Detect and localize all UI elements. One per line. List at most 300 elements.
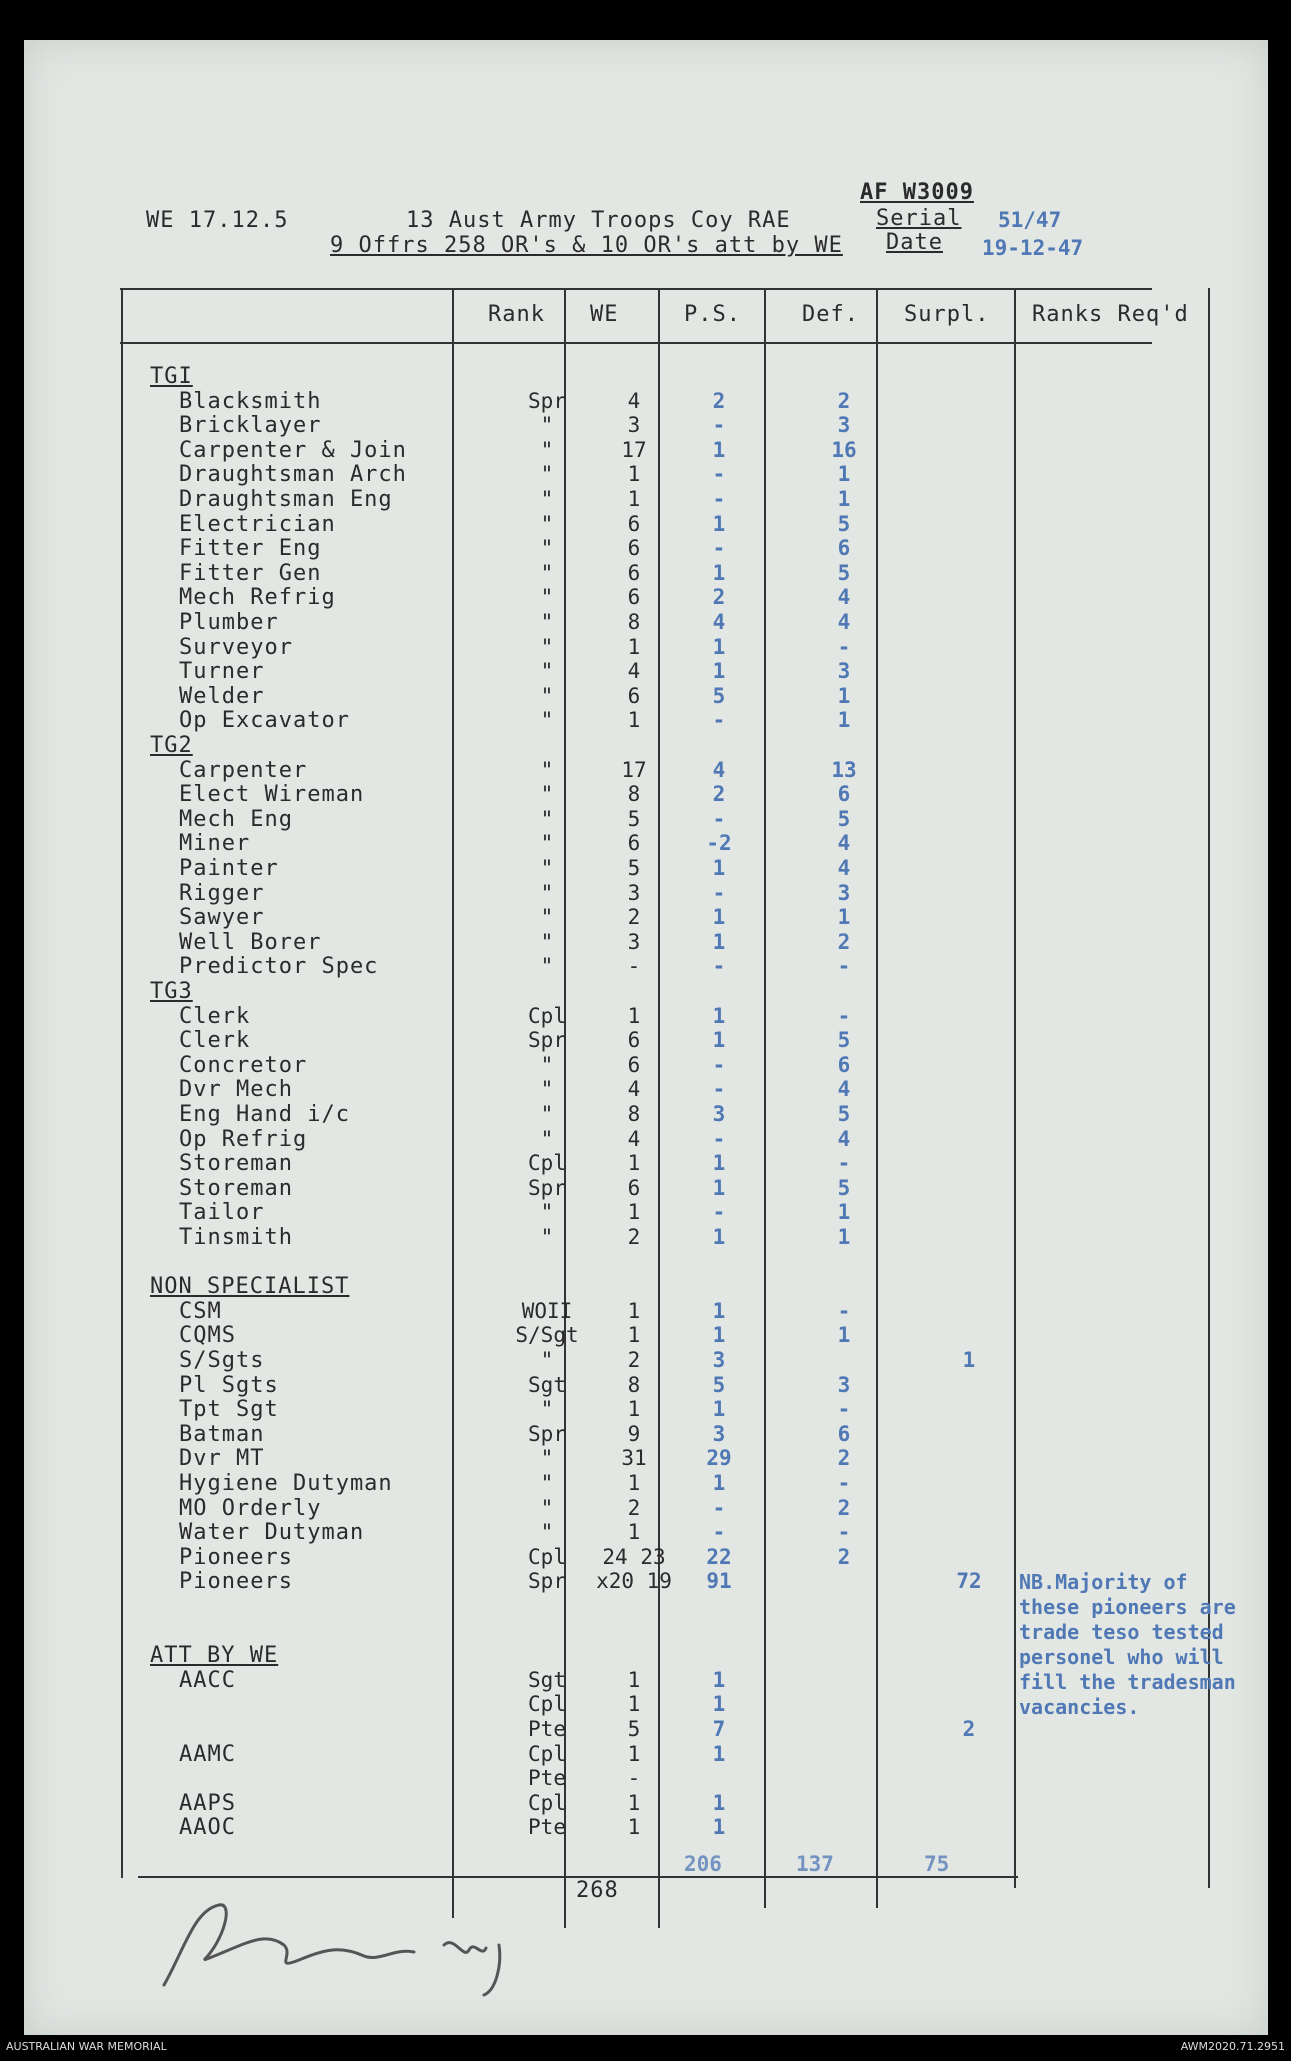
table-row [24,1102,1268,1127]
def-cell: - [837,1520,851,1544]
we-cell: 2 [627,1496,641,1520]
trade-label: Concretor [179,1053,308,1078]
col-header-ranks-reqd: Ranks Req'd [1032,302,1189,327]
table-row [24,512,1268,537]
we-cell: 6 [627,831,641,855]
def-cell: 5 [837,1028,851,1052]
we-cell: 6 [627,1176,641,1200]
rank-cell: " [540,1446,554,1470]
we-cell: 4 [627,659,641,683]
rank-cell: S/Sgt [515,1323,579,1347]
trade-label: Mech Refrig [179,585,336,610]
table-row [24,413,1268,438]
ps-cell: 7 [712,1717,726,1741]
ps-cell: 1 [712,1176,726,1200]
table-row [24,585,1268,610]
def-cell: 5 [837,512,851,536]
section-row [24,733,1268,758]
rank-cell: " [540,1102,554,1126]
trade-label: Clerk [179,1004,251,1029]
ps-cell: 1 [712,1742,726,1766]
ps-cell: - [712,1077,726,1101]
def-cell: 1 [837,1200,851,1224]
trade-label: Bricklayer [179,413,322,438]
def-cell: 1 [837,708,851,732]
ps-cell: - [712,487,726,511]
we-cell: - [627,954,641,978]
table-row [24,635,1268,660]
ps-cell: 22 [706,1545,732,1569]
ps-cell: 3 [712,1102,726,1126]
ps-cell: 1 [712,561,726,585]
surpl-cell: 2 [962,1717,976,1741]
rank-cell: Spr [528,1176,566,1200]
def-cell: 4 [837,1077,851,1101]
col-header-rank: Rank [488,302,545,327]
date-value: 19-12-47 [982,236,1084,260]
def-cell: 3 [837,1373,851,1397]
trade-label: CQMS [179,1323,236,1348]
table-row [24,438,1268,463]
table-row [24,1299,1268,1324]
we-cell: 1 [627,635,641,659]
def-cell: 2 [837,389,851,413]
table-row [24,1717,1268,1742]
we-cell: 31 [621,1446,647,1470]
we-cell: 2 [627,905,641,929]
def-cell: 5 [837,1176,851,1200]
we-cell: 1 [627,1692,641,1716]
we-cell: 9 [627,1422,641,1446]
trade-label: MO Orderly [179,1496,322,1521]
trade-label: Mech Eng [179,807,293,832]
ps-cell: -2 [706,831,732,855]
trade-label: Well Borer [179,930,322,955]
we-cell: 1 [627,1791,641,1815]
rank-cell: WOII [521,1299,573,1323]
def-cell: 4 [837,856,851,880]
ps-cell: - [712,708,726,732]
we-cell: 4 [627,1077,641,1101]
section-row [24,1274,1268,1299]
table-row [24,1766,1268,1791]
we-cell: 1 [627,1668,641,1692]
we-cell: 3 [627,413,641,437]
def-cell: 5 [837,1102,851,1126]
rank-cell: " [540,1077,554,1101]
we-cell: 6 [627,585,641,609]
we-cell: 2 [627,1225,641,1249]
ps-cell: 29 [706,1446,732,1470]
table-row [24,1077,1268,1102]
table-row [24,1028,1268,1053]
def-cell: 1 [837,684,851,708]
trade-label: CSM [179,1299,222,1324]
rank-cell: Spr [528,1028,566,1052]
def-cell: - [837,1397,851,1421]
ps-cell: 1 [712,1225,726,1249]
table-row [24,831,1268,856]
ps-cell: 1 [712,1004,726,1028]
table-row [24,1471,1268,1496]
table-row [24,954,1268,979]
trade-label: Predictor Spec [179,954,379,979]
trade-label: Painter [179,856,279,881]
trade-label: TG2 [150,733,193,758]
ps-cell: 4 [712,758,726,782]
rank-cell: Cpl [528,1004,566,1028]
ps-cell: 1 [712,930,726,954]
table-row [24,389,1268,414]
table-top-border [120,288,1152,290]
def-cell: 1 [837,905,851,929]
ps-cell: 1 [712,512,726,536]
rank-cell: " [540,905,554,929]
trade-label: Batman [179,1422,265,1447]
rank-cell: " [540,1397,554,1421]
we-cell: 8 [627,782,641,806]
ps-cell: 1 [712,1028,726,1052]
ps-cell: 1 [712,1397,726,1421]
table-row [24,807,1268,832]
trade-label: S/Sgts [179,1348,265,1373]
ps-cell: 1 [712,438,726,462]
rank-cell: " [540,684,554,708]
ps-cell: - [712,1200,726,1224]
rank-cell: " [540,1471,554,1495]
trade-label: TG3 [150,979,193,1004]
table-row [24,1791,1268,1816]
trade-label: AACC [179,1668,236,1693]
rank-cell: " [540,758,554,782]
table-row [24,1496,1268,1521]
ps-cell: - [712,1053,726,1077]
trade-label: Carpenter & Join [179,438,407,463]
table-row [24,1446,1268,1471]
table-row [24,1815,1268,1840]
rank-cell: " [540,1053,554,1077]
def-cell: 4 [837,1127,851,1151]
trade-label: Storeman [179,1151,293,1176]
signature [124,1890,544,2000]
trade-label: AAMC [179,1742,236,1767]
trade-label: Op Refrig [179,1127,308,1152]
col-header-surpl: Surpl. [904,302,990,327]
trade-label: Pioneers [179,1569,293,1594]
rank-cell: " [540,807,554,831]
we-cell: 1 [627,1520,641,1544]
trade-label: Rigger [179,881,265,906]
table-row [24,782,1268,807]
header-bottom-border [120,342,1152,344]
ps-cell: 3 [712,1422,726,1446]
def-cell: - [837,1004,851,1028]
table-row [24,1200,1268,1225]
rank-cell: Sgt [528,1373,566,1397]
table-row [24,1151,1268,1176]
col-header-we: WE [590,302,619,327]
footer-left: AUSTRALIAN WAR MEMORIAL [6,2040,167,2053]
table-row [24,1004,1268,1029]
ps-cell: 1 [712,1815,726,1839]
table-row [24,462,1268,487]
ps-cell: 1 [712,1471,726,1495]
def-cell: 6 [837,536,851,560]
table-row [24,1422,1268,1447]
def-cell: 3 [837,413,851,437]
trade-label: Water Dutyman [179,1520,365,1545]
def-cell: 6 [837,1053,851,1077]
table-row [24,881,1268,906]
ps-cell: 1 [712,1692,726,1716]
trade-label: Welder [179,684,265,709]
ps-cell: - [712,536,726,560]
table-row [24,856,1268,881]
table-row [24,1348,1268,1373]
def-cell: 1 [837,1323,851,1347]
trade-label: Dvr MT [179,1446,265,1471]
rank-cell: Pte [528,1766,566,1790]
def-cell: 1 [837,487,851,511]
we-cell: 1 [627,708,641,732]
def-cell: - [837,1299,851,1323]
def-cell: 2 [837,1496,851,1520]
trade-label: ATT BY WE [150,1643,279,1668]
table-row [24,1250,1268,1275]
rank-cell: Cpl [528,1742,566,1766]
trade-label: AAPS [179,1791,236,1816]
rank-cell: " [540,610,554,634]
ps-cell: 2 [712,585,726,609]
def-cell: 3 [837,659,851,683]
we-cell: 1 [627,1299,641,1323]
trade-label: Surveyor [179,635,293,660]
trade-label: Draughtsman Arch [179,462,407,487]
document-page [24,40,1268,2035]
ps-cell: - [712,954,726,978]
section-row [24,364,1268,389]
rank-cell: " [540,585,554,609]
ps-cell: 1 [712,659,726,683]
total-ps: 206 [684,1852,722,1876]
we-cell: 1 [627,487,641,511]
ps-cell: - [712,413,726,437]
def-cell: 5 [837,807,851,831]
we-cell: 6 [627,684,641,708]
ps-cell: 1 [712,905,726,929]
trade-label: AAOC [179,1815,236,1840]
def-cell: 5 [837,561,851,585]
table-row [24,1742,1268,1767]
trade-label: Op Excavator [179,708,350,733]
ps-cell: 1 [712,1791,726,1815]
trade-label: Fitter Gen [179,561,322,586]
def-cell: 4 [837,585,851,609]
we-cell: 1 [627,1397,641,1421]
rank-cell: Pte [528,1815,566,1839]
table-row [24,1053,1268,1078]
we-cell: 6 [627,512,641,536]
ps-cell: - [712,1127,726,1151]
ps-cell: 1 [712,856,726,880]
table-row [24,905,1268,930]
we-cell: 17 [621,438,647,462]
rank-cell: Cpl [528,1545,566,1569]
trade-label: Sawyer [179,905,265,930]
rank-cell: Cpl [528,1791,566,1815]
we-cell: 1 [627,1815,641,1839]
rank-cell: " [540,635,554,659]
trade-label: Pl Sgts [179,1373,279,1398]
def-cell: - [837,635,851,659]
form-number: AF W3009 [860,180,974,205]
table-row [24,1323,1268,1348]
table-row [24,610,1268,635]
rank-cell: " [540,1127,554,1151]
section-row [24,979,1268,1004]
ps-cell: - [712,1520,726,1544]
we-cell: 1 [627,462,641,486]
we-cell: 2 [627,1348,641,1372]
surpl-cell: 1 [962,1348,976,1372]
footer-right: AWM2020.71.2951 [1180,2040,1285,2053]
def-cell: 6 [837,782,851,806]
table-row [24,930,1268,955]
def-cell: 4 [837,610,851,634]
ps-cell: 1 [712,1323,726,1347]
table-row [24,1225,1268,1250]
rank-cell: " [540,782,554,806]
we-cell: 4 [627,389,641,413]
rank-cell: Pte [528,1717,566,1741]
def-cell: 2 [837,1545,851,1569]
def-cell: 13 [831,758,857,782]
rank-cell: " [540,856,554,880]
table-row [24,1127,1268,1152]
date-label: Date [886,230,943,255]
we-cell: 6 [627,536,641,560]
pioneers-note: NB.Majority of these pioneers are trade teso tested personel who will fill the tradesman vacancies. [1019,1570,1236,1719]
total-def: 137 [796,1852,834,1876]
rank-cell: Sgt [528,1668,566,1692]
we-cell: 24 23 [602,1545,666,1569]
strength-line: 9 Offrs 258 OR's & 10 OR's att by WE [330,233,843,258]
table-row [24,536,1268,561]
serial-label: Serial [876,206,962,231]
we-cell: 5 [627,856,641,880]
trade-label: Blacksmith [179,389,322,414]
trade-label: NON SPECIALIST [150,1274,350,1299]
col-header-def: Def. [802,302,859,327]
rank-cell: Spr [528,389,566,413]
def-cell: 1 [837,462,851,486]
we-cell: 1 [627,1323,641,1347]
trade-label: Hygiene Dutyman [179,1471,393,1496]
surpl-cell: 72 [956,1569,982,1593]
rank-cell: " [540,487,554,511]
total-surp: 75 [924,1852,950,1876]
table-row [24,708,1268,733]
table-row [24,659,1268,684]
def-cell: - [837,1471,851,1495]
trade-label: TGI [150,364,193,389]
ps-cell: 2 [712,389,726,413]
ps-cell: - [712,881,726,905]
ps-cell: 91 [706,1569,732,1593]
rank-cell: " [540,438,554,462]
col-header-ps: P.S. [684,302,741,327]
table-row [24,1520,1268,1545]
we-cell: 8 [627,610,641,634]
trade-label: Dvr Mech [179,1077,293,1102]
we-cell: 5 [627,807,641,831]
we-cell: 17 [621,758,647,782]
ps-cell: 5 [712,684,726,708]
def-cell: 6 [837,1422,851,1446]
rank-cell: " [540,659,554,683]
we-cell: x20 19 [596,1569,672,1593]
serial-value: 51/47 [998,208,1062,232]
trade-label: Elect Wireman [179,782,365,807]
rank-cell: " [540,561,554,585]
def-cell: - [837,954,851,978]
we-cell: 1 [627,1004,641,1028]
we-cell: 6 [627,561,641,585]
we-reference: WE 17.12.5 [146,208,289,233]
total-we: 268 [576,1878,619,1903]
def-cell: 4 [837,831,851,855]
rank-cell: " [540,1520,554,1544]
we-cell: - [627,1766,641,1790]
ps-cell: - [712,1496,726,1520]
trade-label: Pioneers [179,1545,293,1570]
we-cell: 3 [627,881,641,905]
table-row [24,684,1268,709]
unit-name: 13 Aust Army Troops Coy RAE [406,208,791,233]
rank-cell: " [540,512,554,536]
trade-label: Clerk [179,1028,251,1053]
rank-cell: Spr [528,1422,566,1446]
ps-cell: 1 [712,1668,726,1692]
rank-cell: Cpl [528,1151,566,1175]
rank-cell: " [540,1348,554,1372]
rank-cell: " [540,1496,554,1520]
we-cell: 6 [627,1053,641,1077]
we-cell: 1 [627,1151,641,1175]
we-cell: 5 [627,1717,641,1741]
table-row [24,1373,1268,1398]
ps-cell: 1 [712,1151,726,1175]
we-cell: 8 [627,1102,641,1126]
table-row [24,561,1268,586]
rank-cell: " [540,708,554,732]
rank-cell: " [540,462,554,486]
table-row [24,1545,1268,1570]
rank-cell: " [540,536,554,560]
ps-cell: - [712,807,726,831]
table-row [24,487,1268,512]
rank-cell: " [540,831,554,855]
rank-cell: Cpl [528,1692,566,1716]
def-cell: 2 [837,930,851,954]
we-cell: 1 [627,1200,641,1224]
ps-cell: 2 [712,782,726,806]
table-row [24,1176,1268,1201]
table-row [24,1397,1268,1422]
rank-cell: " [540,413,554,437]
we-cell: 4 [627,1127,641,1151]
table-row [24,758,1268,783]
